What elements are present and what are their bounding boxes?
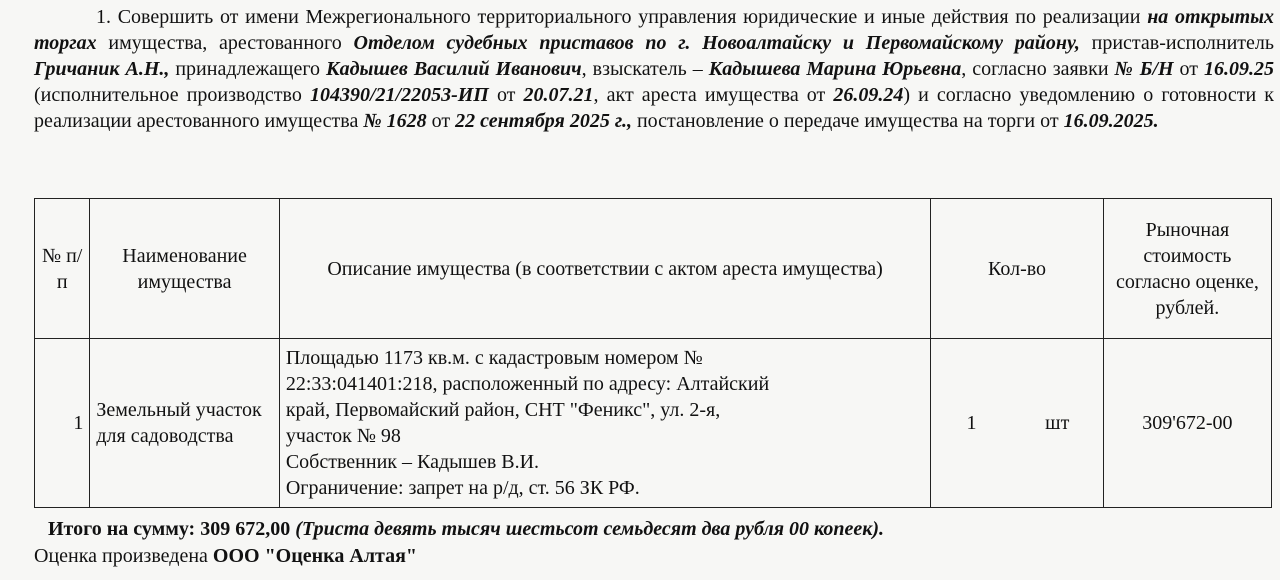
appraisal-line xyxy=(34,543,1254,569)
cell-quantity: 1 xyxy=(931,339,1012,508)
claimant-name: Кадышева Марина Юрьевна xyxy=(708,58,962,80)
total-line xyxy=(48,516,1268,542)
instruction-paragraph xyxy=(34,4,1274,134)
total-in-words: (Триста девять тысяч шестьсот семьдесят два рубля 00 копеек). xyxy=(295,518,885,540)
description-line: 22:33:041401:218, расположенный по адресу: Алтайский xyxy=(285,373,770,395)
proceeding-date: 20.07.21 xyxy=(523,84,594,106)
assets-table xyxy=(34,198,1272,508)
cell-description xyxy=(279,339,931,508)
cell-name: Земельный участок для садоводства xyxy=(90,339,279,508)
header-quantity: Кол-во xyxy=(931,199,1103,339)
description-line: Площадью 1173 кв.м. с кадастровым номером № xyxy=(285,347,703,369)
bailiff-name: Гричаник А.Н., xyxy=(34,58,170,80)
text: , согласно заявки xyxy=(961,58,1109,80)
request-number: № Б/Н xyxy=(1114,58,1174,80)
owner-name: Кадышев Василий Иванович xyxy=(326,58,582,80)
bailiff-department: Отделом судебных приставов по г. Новоалтайску и Первомайскому району, xyxy=(353,32,1080,54)
text: от xyxy=(1173,58,1199,80)
cell-price: 309'672-00 xyxy=(1103,339,1271,508)
text: ) и согласно уведомлению о готовности к реализации арестованного имущества xyxy=(34,84,1275,132)
description-line: Ограничение: запрет на р/д, ст. 56 ЗК РФ. xyxy=(285,477,640,499)
text: постановление о передаче имущества на торги от xyxy=(631,110,1059,132)
appraisal-label: Оценка произведена xyxy=(34,545,208,567)
text: , акт ареста имущества от xyxy=(593,84,826,106)
header-name: Наименование имущества xyxy=(90,199,279,339)
appraisal-company: ООО "Оценка Алтая" xyxy=(212,545,418,567)
text: от xyxy=(426,110,451,132)
notice-number: № 1628 xyxy=(363,110,427,132)
arrest-date: 26.09.24 xyxy=(833,84,904,106)
description-line: Собственник – Кадышев В.И. xyxy=(285,451,540,473)
transfer-date: 16.09.2025. xyxy=(1063,110,1159,132)
description-line: участок № 98 xyxy=(285,425,401,447)
text: имущества, арестованного xyxy=(96,32,342,54)
table-row xyxy=(35,339,1272,508)
header-price: Рыночная стоимость согласно оценке, рублей. xyxy=(1103,199,1271,339)
cell-num: 1 xyxy=(35,339,90,508)
text: принадлежащего xyxy=(169,58,321,80)
text: (исполнительное производство xyxy=(34,84,302,106)
notice-date: 22 сентября 2025 г., xyxy=(455,110,632,132)
proceeding-number: 104390/21/22053-ИП xyxy=(309,84,489,106)
text: от xyxy=(488,84,516,106)
text: пристав-исполнитель xyxy=(1079,32,1274,54)
text: Совершить от имени Межрегионального территориального управления юридические и иные действия по реализации xyxy=(117,6,1141,28)
text: , взыскатель – xyxy=(581,58,703,80)
total-amount: Итого на сумму: 309 672,00 xyxy=(48,518,291,540)
description-line: край, Первомайский район, СНТ "Феникс", ул. 2-я, xyxy=(285,399,721,421)
paragraph-number: 1. xyxy=(96,6,111,28)
emphasis: на открытых торгах xyxy=(34,6,1275,54)
header-description: Описание имущества (в соответствии с актом ареста имущества) xyxy=(279,199,931,339)
table-header-row xyxy=(35,199,1272,339)
cell-unit: шт xyxy=(1012,339,1104,508)
header-num: № п/п xyxy=(35,199,90,339)
request-date: 16.09.25 xyxy=(1204,58,1274,80)
